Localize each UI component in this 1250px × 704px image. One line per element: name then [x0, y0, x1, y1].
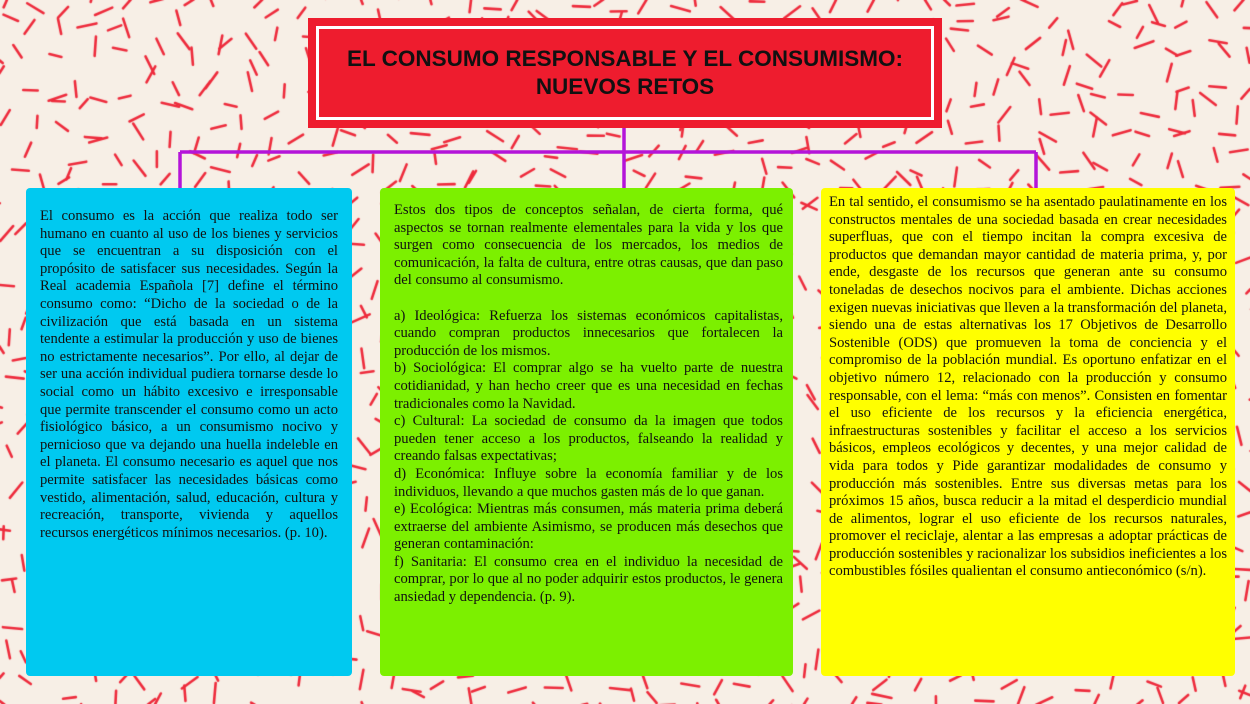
- aspects-intro: Estos dos tipos de conceptos señalan, de cierta forma, qué aspectos se tornan realmente elementales para la vida y los que surgen como consecuencia de los mercados, los medios de comunicación, la falta de cultura, entre otras causas, que dan paso del consumo al consumismo.: [394, 202, 783, 289]
- aspect-ecologica: e) Ecológica: Mientras más consumen, más materia prima deberá extraerse del ambiente Asimismo, se producen más desechos que generan contaminación:: [394, 501, 783, 553]
- ods-text: En tal sentido, el consumismo se ha asentado paulatinamente en los constructos mentales de una sociedad basada en crear necesidades superfluas, que con el tiempo incitan la compra excesiva de productos que demandan mayor cantidad de materia prima, y, por ende, desgaste de los recursos que generan ante su consumo toneladas de desechos nocivos para el ambiente. Dichas acciones exigen nuevas iniciativas que lleven a la transformación del planeta, siendo una de estas alternativas los 17 Objetivos de Desarrollo Sostenible (ODS) que promueven la toma de conciencia y el compromiso de la población mundial. Es oportuno enfatizar en el objetivo número 12, relacionado con la producción y consumo responsable, con el lema: “más con menos”. Consisten en fomentar el uso eficiente de los recursos y la eficiencia energética, infraestructuras sostenibles y facilitar el acceso a los servicios básicos, empleos ecológicos y decentes, y una mejor calidad de vida para todos y Pide garantizar modalidades de consumo y producción más sostenibles. Entre sus diversas metas para los próximos 15 años, busca reducir a la mitad el desperdicio mundial de alimentos, lograr el uso eficiente de los recursos naturales, promover el reciclaje, alentar a las empresas a adoptar prácticas de producción sostenibles y racionalizar los subsidios ineficientes a los combustibles fósiles qualientan el consumo antieconómico (s/n).: [829, 194, 1227, 580]
- title-line-2: NUEVOS RETOS: [535, 74, 715, 99]
- aspect-sanitaria: f) Sanitaria: El consumo crea en el individuo la necesidad de comprar, por lo que al no poder adquirir estos productos, le genera ansiedad y dependencia. (p. 9).: [394, 553, 783, 606]
- title-box: [316, 26, 934, 120]
- paragraph-gap: [394, 290, 783, 308]
- aspect-sociologica: b) Sociológica: El comprar algo se ha vuelto parte de nuestra cotidianidad, y han hecho creer que es una necesidad en fechas tradicionales como la Navidad.: [394, 360, 783, 412]
- consumerism-aspects-box: [380, 188, 793, 676]
- aspect-cultural: c) Cultural: La sociedad de consumo da la imagen que todos pueden tener acceso a los productos, falseando la realidad y creando falsas expectativas;: [394, 413, 783, 465]
- definition-box: [26, 188, 352, 676]
- ods-box: [821, 188, 1235, 676]
- title-frame: [308, 18, 942, 128]
- aspect-ideologica: a) Ideológica: Refuerza los sistemas económicos capitalistas, cuando compran productos innecesarios que fortalecen la producción de los mismos.: [394, 307, 783, 359]
- definition-text: El consumo es la acción que realiza todo ser humano en cuanto al uso de los bienes y servicios que se encuentran a su disposición con el propósito de satisfacer sus necesidades. Según la Real academia Española [7] define el término consumo como: “Dicho de la sociedad o de la civilización que está basada en un sistema tendente a estimular la producción y uso de bienes no estrictamente necesarios”. Por ello, al dejar de ser una acción individual pudiera tornarse desde lo social como un hábito excesivo e irresponsable que permite transcender el consumo como un acto fisiológico básico, a un consumismo nocivo y pernicioso que va dejando una huella indeleble en el planeta. El consumo necesario es aquel que nos permite satisfacer las necesidades básicas como vestido, alimentación, salud, educación, cultura y recreación, transporte, vivienda y aquellos recursos energéticos mínimos necesarios. (p. 10).: [40, 208, 338, 541]
- aspect-economica: d) Económica: Influye sobre la economía familiar y de los individuos, llevando a que muchos gasten más de lo que ganan.: [394, 465, 783, 500]
- title-line-1: EL CONSUMO RESPONSABLE Y EL CONSUMISMO:: [347, 46, 903, 71]
